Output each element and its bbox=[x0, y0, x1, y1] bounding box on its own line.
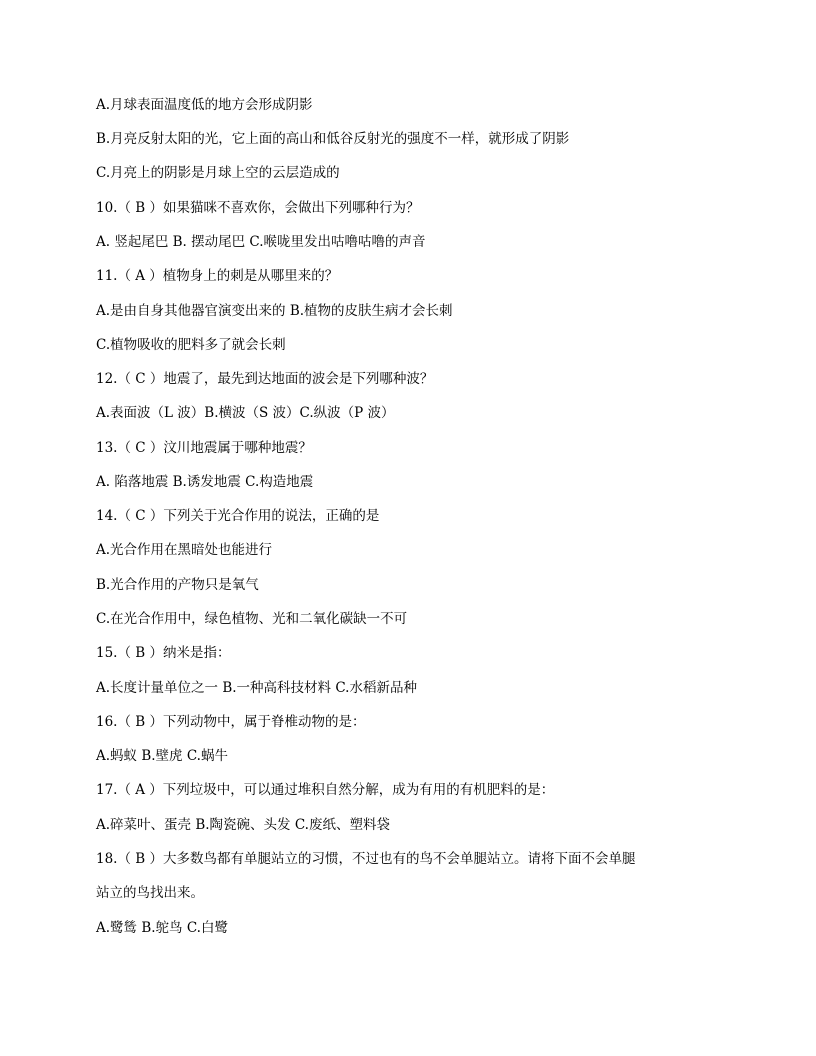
option-line: A.月球表面温度低的地方会形成阴影 bbox=[96, 97, 313, 113]
option-line: B.光合作用的产物只是氧气 bbox=[96, 577, 259, 593]
question-line: 16.（ B ）下列动物中，属于脊椎动物的是： bbox=[96, 714, 366, 730]
question-line: 10.（ B ）如果猫咪不喜欢你，会做出下列哪种行为？ bbox=[96, 200, 420, 216]
option-line: A.长度计量单位之一 B.一种高科技材料 C.水稻新品种 bbox=[96, 680, 417, 696]
option-line: A.表面波（L 波）B.横波（S 波）C.纵波（P 波） bbox=[96, 405, 395, 421]
option-line: A.鹭鸶 B.鸵鸟 C.白鹭 bbox=[96, 920, 228, 936]
option-line: B.月亮反射太阳的光，它上面的高山和低谷反射光的强度不一样，就形成了阴影 bbox=[96, 131, 570, 147]
option-line: A.碎菜叶、蛋壳 B.陶瓷碗、头发 C.废纸、塑料袋 bbox=[96, 817, 390, 833]
question-line: 17.（ A ）下列垃圾中，可以通过堆积自然分解，成为有用的有机肥料的是： bbox=[96, 782, 555, 798]
option-line: A. 竖起尾巴 B. 摆动尾巴 C.喉咙里发出咕噜咕噜的声音 bbox=[96, 234, 426, 250]
question-line: 18.（ B ）大多数鸟都有单腿站立的习惯，不过也有的鸟不会单腿站立。请将下面不会单腿 bbox=[96, 851, 636, 867]
option-line: A. 陷落地震 B.诱发地震 C.构造地震 bbox=[96, 474, 314, 490]
option-line: C.植物吸收的肥料多了就会长刺 bbox=[96, 337, 286, 353]
question-line: 14.（ C ）下列关于光合作用的说法，正确的是 bbox=[96, 508, 380, 524]
option-line: C.在光合作用中，绿色植物、光和二氧化碳缺一不可 bbox=[96, 611, 408, 627]
question-line: 15.（ B ）纳米是指： bbox=[96, 645, 231, 661]
question-line-continuation: 站立的鸟找出来。 bbox=[96, 885, 204, 901]
option-line: C.月亮上的阴影是月球上空的云层造成的 bbox=[96, 165, 340, 181]
option-line: A.是由自身其他器官演变出来的 B.植物的皮肤生病才会长刺 bbox=[96, 303, 453, 319]
question-line: 12.（ C ）地震了，最先到达地面的波会是下列哪种波？ bbox=[96, 371, 434, 387]
option-line: A.光合作用在黑暗处也能进行 bbox=[96, 542, 273, 558]
question-line: 11.（ A ）植物身上的刺是从哪里来的？ bbox=[96, 268, 339, 284]
question-line: 13.（ C ）汶川地震属于哪种地震？ bbox=[96, 440, 312, 456]
option-line: A.蚂蚁 B.壁虎 C.蜗牛 bbox=[96, 748, 228, 764]
